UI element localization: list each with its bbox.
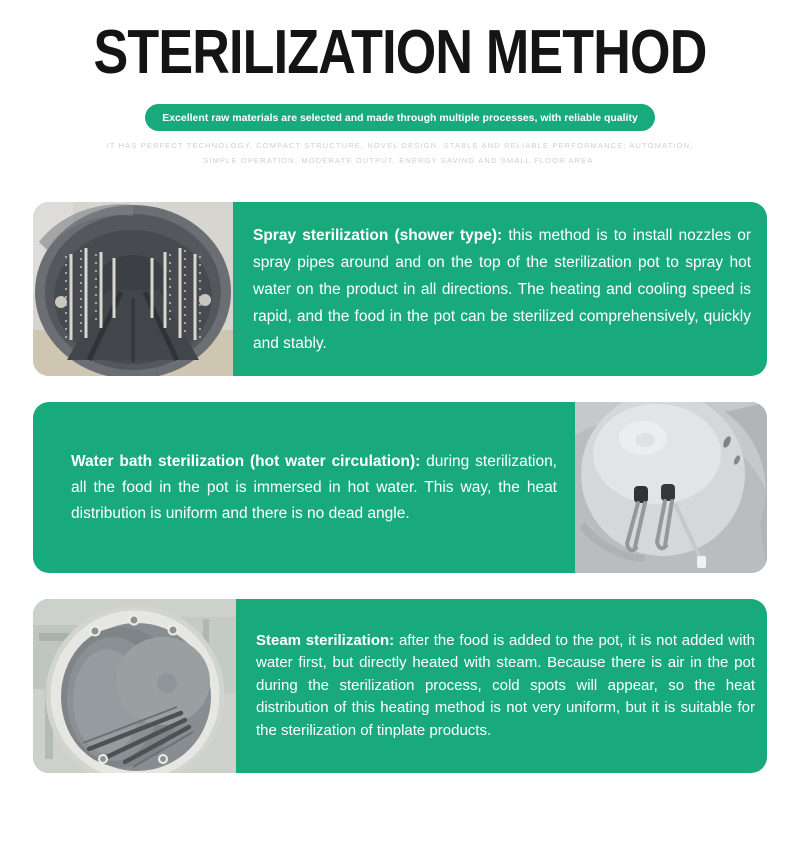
page [0,16,800,846]
banner-row [0,104,800,131]
feature-subtitle-line2: SIMPLE OPERATION, MODERATE OUTPUT, ENERGY SAVING AND SMALL FLOOR AREA. [203,156,597,165]
card-paragraph [253,222,751,357]
card-text-water-bath [33,402,575,573]
card-paragraph [256,630,755,743]
card-lead: Water bath sterilization (hot water circulation): [71,452,421,470]
steam-pot-photo [33,599,236,773]
spray-pot-photo [33,202,233,376]
page-title: STERILIZATION METHOD [93,18,707,87]
feature-subtitle-line1: IT HAS PERFECT TECHNOLOGY, COMPACT STRUCTURE, NOVEL DESIGN, STABLE AND RELIABLE PERFORMANCE; AUTOMATION, [106,141,694,150]
card-body: during sterilization, all the food in the pot is immersed in hot water. This way, the heat distribution is uniform and there is no dead angle. [71,452,557,522]
card-paragraph [71,449,557,527]
feature-subtitle [0,138,800,168]
card-lead: Steam sterilization: [256,631,395,649]
card-body: after the food is added to the pot, it is not added with water first, but directly heated with steam. Because there is air in the pot during the sterilization process, cold spots will appear, so the heat distribution of this heating method is not very uniform, but it is suitable for the sterilization of tinplate products. [256,631,755,739]
card-water-bath-sterilization [33,402,767,573]
card-lead: Spray sterilization (shower type): [253,226,503,244]
quality-banner: Excellent raw materials are selected and made through multiple processes, with reliable quality [145,104,655,131]
card-text-spray [233,202,767,376]
card-body: this method is to install nozzles or spray pipes around and on the top of the sterilization pot to spray hot water on the product in all directions. The heating and cooling speed is rapid, and the food in the pot can be sterilized comprehensively, quickly and stably. [253,226,751,352]
card-spray-sterilization [33,202,767,376]
card-steam-sterilization [33,599,767,773]
card-text-steam [236,599,767,773]
water-bath-pot-photo [575,402,767,573]
